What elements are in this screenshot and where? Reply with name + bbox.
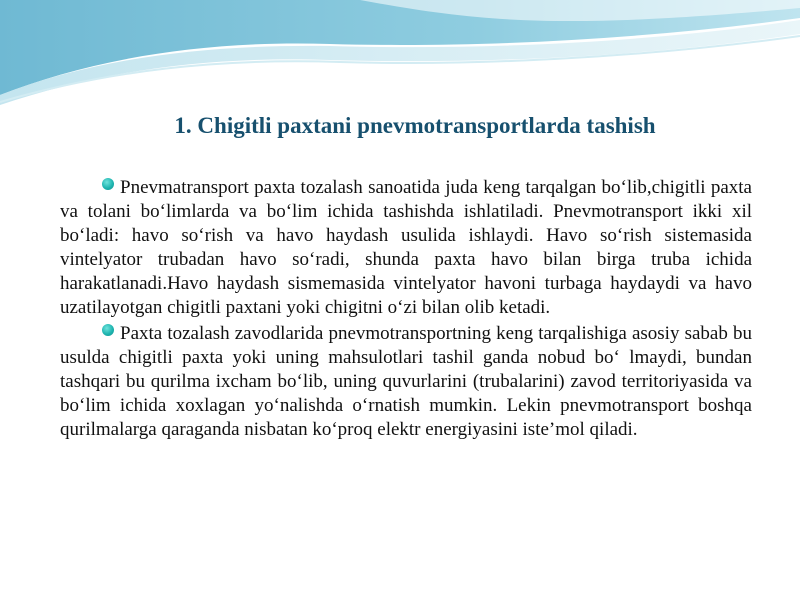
decorative-wave-header xyxy=(0,0,800,110)
bullet-icon xyxy=(102,324,114,336)
paragraph-2-text: Paxta tozalash zavodlarida pnevmotransportning keng tarqalishiga asosiy sabab bu usulda chigitli paxta yoki uning mahsulotlari tashil ganda nobud bo‘ lmaydi, bundan tashqari bu qurilma ixcham bo‘lib, uning quvurlarini (trubalarini) zavod territoriyasida va bo‘lim ichida xoxlagan yo‘nalishda o‘rnatish mumkin. Lekin pnevmotransport boshqa qurilmalarga qaraganda nisbatan ko‘proq elektr energiyasini iste’mol qiladi. xyxy=(60,323,752,440)
paragraph-2 xyxy=(60,322,752,442)
bullet-icon xyxy=(102,178,114,190)
slide-title: 1. Chigitli paxtani pnevmotransportlarda tashish xyxy=(174,113,656,138)
slide-body xyxy=(60,176,752,444)
paragraph-1-text: Pnevmatransport paxta tozalash sanoatida juda keng tarqalgan bo‘lib,chigitli paxta va tolani bo‘limlarda va bo‘lim ichida tashishda ishlatiladi. Pnevmotransport ikki xil bo‘ladi: havo so‘rish va havo haydash usulida ishlaydi. Havo so‘rish sistemasida vintelyator trubadan havo so‘radi, shunda paxta havo bilan birga truba ichida harakatlanadi.Havo haydash sismemasida vintelyator havoni turbaga haydaydi va havo uzatilayotgan chigitli paxtani yoki chigitni o‘zi bilan olib ketadi. xyxy=(60,177,752,318)
paragraph-1 xyxy=(60,176,752,320)
